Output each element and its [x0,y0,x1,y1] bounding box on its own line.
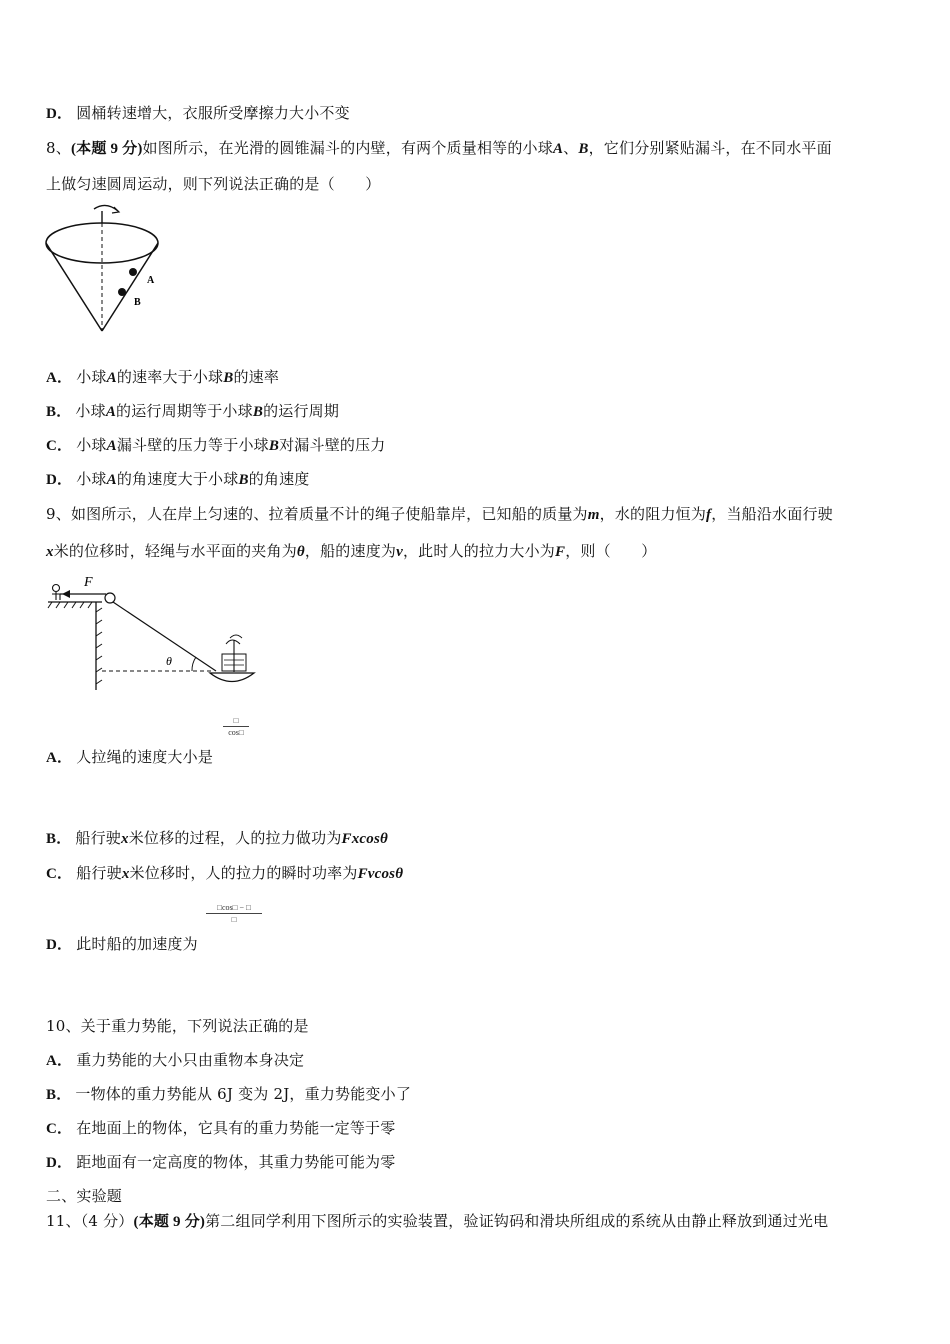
option-letter: C． [46,438,73,454]
q9-option-a [46,746,213,767]
pulley [105,593,115,603]
person-icon [53,585,60,592]
option-text: 船行驶 [76,864,122,882]
q8-option-a [46,366,279,387]
angle-label: θ [166,654,172,668]
option-text: 在地面上的物体，它具有的重力势能一定等于零 [76,1119,396,1137]
fraction-numerator: □cos□ − □ [206,903,262,914]
option-letter: B． [46,831,72,847]
var-x: x [121,831,129,847]
var-b: B [223,370,234,386]
q8-stem-line2 [46,173,380,194]
question-number: 8、 [46,139,71,157]
stem-text: 米的位移时，轻绳与水平面的夹角为 [53,542,297,560]
stem-text: 第二组同学利用下图所示的实验装置，验证钩码和滑块所组成的系统从由静止释放到通过光电 [205,1212,829,1230]
fraction-denominator: □ [231,915,237,924]
var-F: F [554,544,566,560]
option-text: 漏斗壁的压力等于小球 [116,436,269,454]
question-tag: (本题 9 分) [70,141,143,157]
q7-option-d [46,102,350,123]
var-v: v [396,544,403,560]
q11-stem [46,1210,828,1231]
question-score: （4 分） [80,1212,134,1230]
option-text: 重力势能的大小只由重物本身决定 [76,1051,305,1069]
option-text: 此时船的加速度为 [76,935,198,953]
formula: Fvcosθ [357,866,404,882]
q10-option-a [46,1049,304,1070]
option-text: 小球 [76,368,107,386]
option-letter: D． [46,472,73,488]
option-text: 米位移的过程，人的拉力做功为 [128,829,342,847]
option-text: 的速率大于小球 [116,368,224,386]
var-b: B [268,438,280,454]
stem-text: ，它们分别紧贴漏斗，在不同水平面 [588,139,832,157]
var-b: B [252,404,264,420]
option-text: 一物体的重力势能从 6J 变为 2J，重力势能变小了 [75,1085,412,1103]
var-a: A [552,141,564,157]
option-text: 米位移时，人的拉力的瞬时功率为 [129,864,358,882]
option-text: 人拉绳的速度大小是 [76,748,214,766]
label-a: A [147,275,155,286]
var-a: A [106,472,117,488]
q9-stem-line2 [46,540,656,561]
q9-option-d [46,933,198,954]
var-x: x [121,866,130,882]
option-text: 小球 [75,402,106,420]
var-m: m [587,507,600,523]
option-letter: D． [46,937,73,953]
option-letter: A． [46,750,73,766]
option-letter: D． [46,1155,73,1171]
option-text: 的运行周期 [263,402,340,420]
option-text: 的速率 [233,368,280,386]
var-f: f [706,507,712,523]
stem-text: ，则（ ） [565,542,657,560]
q10-option-c [46,1117,395,1138]
boat-icon [210,635,254,682]
option-text: 的角速度大于小球 [116,470,239,488]
stem-text: 上做匀速圆周运动，则下列说法正确的是（ ） [46,175,381,193]
q8-stem-line1 [46,137,832,158]
q9-stem-line1 [46,503,833,524]
section-title-text: 二、实验题 [46,1187,123,1205]
option-text: 距地面有一定高度的物体，其重力势能可能为零 [76,1153,396,1171]
label-b: B [134,297,141,308]
option-text: 圆桶转速增大，衣服所受摩擦力大小不变 [76,104,350,122]
option-text: 对漏斗壁的压力 [279,436,386,454]
var-a: A [106,438,117,454]
q8-option-b [46,400,339,421]
fraction-numerator: □ [223,716,249,727]
q10-stem [46,1015,309,1036]
var-b: B [578,141,589,157]
option-text: 小球 [76,470,107,488]
ball-a [129,268,137,276]
option-letter: C． [46,866,73,882]
question-tag: (本题 9 分) [133,1214,206,1230]
option-text: 船行驶 [75,829,122,847]
option-text: 小球 [76,436,107,454]
section-title [46,1185,122,1206]
stem-text: ，此时人的拉力大小为 [402,542,555,560]
force-label: F [84,575,93,590]
option-letter: B． [46,1087,72,1103]
stem-text: ，水的阻力恒为 [599,505,707,523]
option-letter: C． [46,1121,73,1137]
option-text: 的角速度 [248,470,310,488]
option-text: 的运行周期等于小球 [116,402,253,420]
q10-option-b [46,1083,411,1104]
q8-option-d [46,468,310,489]
stem-text: 10、关于重力势能，下列说法正确的是 [46,1017,309,1035]
stem-text: 如图所示，在光滑的圆锥漏斗的内壁，有两个质量相等的小球 [142,139,553,157]
option-letter: B． [46,404,72,420]
ball-b [118,288,126,296]
acceleration-fraction [206,903,262,924]
option-letter: D． [46,106,73,122]
var-a: A [106,370,117,386]
velocity-fraction [223,716,249,737]
q9-option-c [46,862,403,883]
var-theta: θ [296,544,305,560]
var-x: x [46,544,54,560]
separator: 、 [563,139,579,157]
option-letter: A． [46,1053,73,1069]
stem-text: ，当船沿水面行驶 [711,505,833,523]
formula: Fxcosθ [341,831,389,847]
boat-pulley-figure [46,572,261,694]
q8-option-c [46,434,386,455]
var-b: B [238,472,249,488]
cone-funnel-figure [44,203,169,338]
q9-option-b [46,827,388,848]
q10-option-d [46,1151,395,1172]
question-number: 11、 [46,1212,81,1230]
stem-text: ，船的速度为 [304,542,397,560]
fraction-denominator: cos□ [228,728,244,737]
option-letter: A． [46,370,73,386]
stem-text: 如图所示，人在岸上匀速的、拉着质量不计的绳子使船靠岸，已知船的质量为 [70,505,588,523]
var-a: A [105,404,117,420]
question-number: 9、 [46,505,71,523]
